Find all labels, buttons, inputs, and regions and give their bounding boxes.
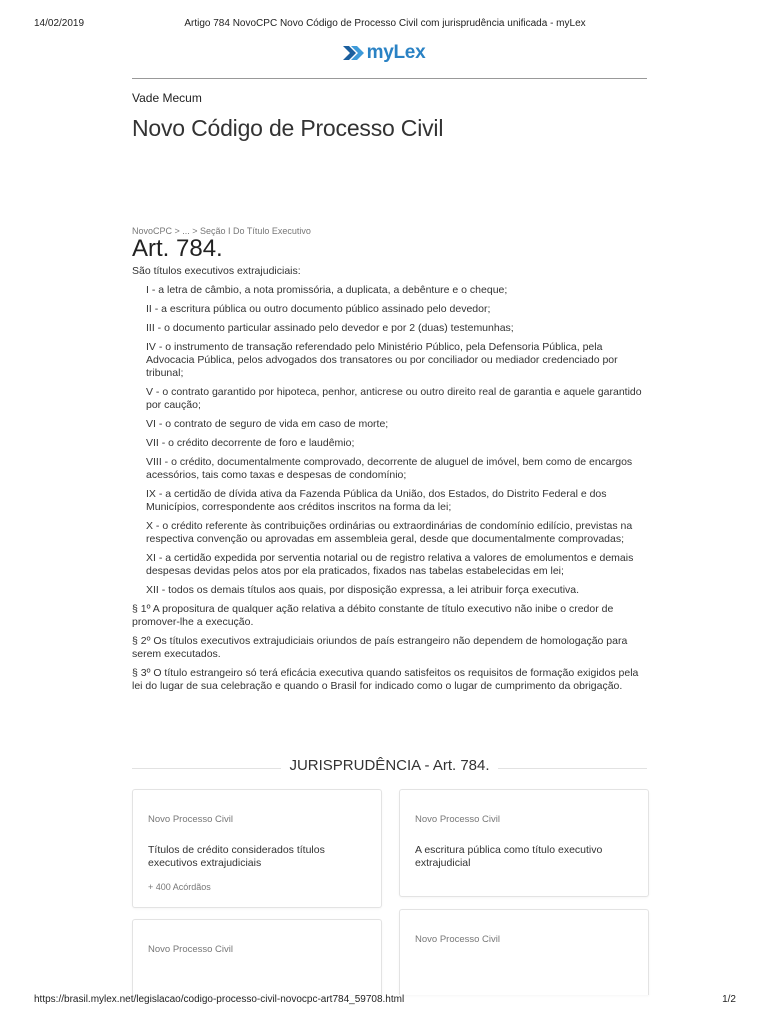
article-paragraph: § 2º Os títulos executivos extrajudiciais oriundos de país estrangeiro não dependem de homologação para serem executados. [132, 635, 628, 660]
article-item: II - a escritura pública ou outro documento público assinado pelo devedor; [146, 303, 491, 315]
mylex-chevrons-icon [343, 44, 365, 62]
article-paragraph: § 1º A propositura de qualquer ação relativa a débito constante de título executivo não inibe o credor de promover-lhe a execução. [132, 603, 614, 628]
page-title: Novo Código de Processo Civil [132, 115, 444, 141]
breadcrumb[interactable]: NovoCPC > ... > Seção I Do Título Executivo [132, 226, 311, 236]
article-intro: São títulos executivos extrajudiciais: [132, 265, 301, 277]
jurisprudence-title: JURISPRUDÊNCIA - Art. 784. [281, 757, 497, 774]
article-item: IV - o instrumento de transação referendado pelo Ministério Público, pela Defensoria Pública, pela Advocacia Pública, pelos advogados dos transatores ou por conciliador ou mediador credenciado por tribunal; [146, 341, 618, 379]
article-item: IX - a certidão de dívida ativa da Fazenda Pública da União, dos Estados, do Distrito Federal e dos Municípios, correspondente aos créditos inscritos na forma da lei; [146, 488, 607, 513]
jurisprudence-card[interactable] [132, 789, 382, 908]
jurisprudence-heading [132, 757, 647, 777]
article-title: Art. 784. [132, 235, 223, 262]
section-label: Vade Mecum [132, 91, 202, 105]
article-item: VIII - o crédito, documentalmente comprovado, decorrente de aluguel de imóvel, bem como de encargos acessórios, tais como taxas e despesas de condomínio; [146, 456, 633, 481]
card-title[interactable]: Títulos de crédito considerados títulos executivos extrajudiciais [148, 844, 325, 869]
article-item: III - o documento particular assinado pelo devedor e por 2 (duas) testemunhas; [146, 322, 514, 334]
article-item: V - o contrato garantido por hipoteca, penhor, anticrese ou outro direito real de garantia e aquele garantido por caução; [146, 386, 642, 411]
article-item: XI - a certidão expedida por serventia notarial ou de registro relativa a valores de emolumentos e demais despesas devidas pelos atos por ela praticados, fixados nas tabelas estabelecidas em lei; [146, 552, 634, 577]
card-category: Novo Processo Civil [148, 944, 233, 955]
article-item: X - o crédito referente às contribuições ordinárias ou extraordinárias de condomínio edilício, previstas na respectiva convenção ou aprovadas em assembleia geral, desde que documentalmente comprovadas; [146, 520, 633, 545]
article-content [132, 90, 647, 699]
mylex-logo[interactable] [0, 42, 768, 66]
header-divider [132, 78, 647, 79]
print-date: 14/02/2019 [34, 18, 85, 29]
logo-text: myLex [366, 42, 426, 63]
article-item: XII - todos os demais títulos aos quais, por disposição expressa, a lei atribuir força executiva. [146, 584, 580, 596]
jurisprudence-card[interactable] [132, 919, 382, 995]
jurisprudence-card[interactable] [399, 909, 649, 995]
article-items [132, 284, 647, 597]
card-count: + 400 Acórdãos [148, 882, 211, 892]
article-item: I - a letra de câmbio, a nota promissória, a duplicata, a debênture e o cheque; [146, 284, 508, 296]
jurisprudence-card[interactable] [399, 789, 649, 897]
print-url: https://brasil.mylex.net/legislacao/codigo-processo-civil-novocpc-art784_59708.html [34, 994, 405, 1005]
print-page-number: 1/2 [722, 994, 736, 1005]
print-document-title: Artigo 784 NovoCPC Novo Código de Processo Civil com jurisprudência unificada - myLex [184, 18, 586, 29]
article-paragraph: § 3º O título estrangeiro só terá eficácia executiva quando satisfeitos os requisitos de formação exigidos pela lei do lugar de sua celebração e quando o Brasil for indicado como o lugar de cumprimento da obrigação. [132, 667, 639, 692]
card-category: Novo Processo Civil [415, 934, 500, 945]
card-category: Novo Processo Civil [148, 814, 233, 825]
card-category: Novo Processo Civil [415, 814, 500, 825]
article-item: VII - o crédito decorrente de foro e laudêmio; [146, 437, 355, 449]
article-item: VI - o contrato de seguro de vida em caso de morte; [146, 418, 389, 430]
card-title[interactable]: A escritura pública como título executivo extrajudicial [415, 844, 603, 869]
